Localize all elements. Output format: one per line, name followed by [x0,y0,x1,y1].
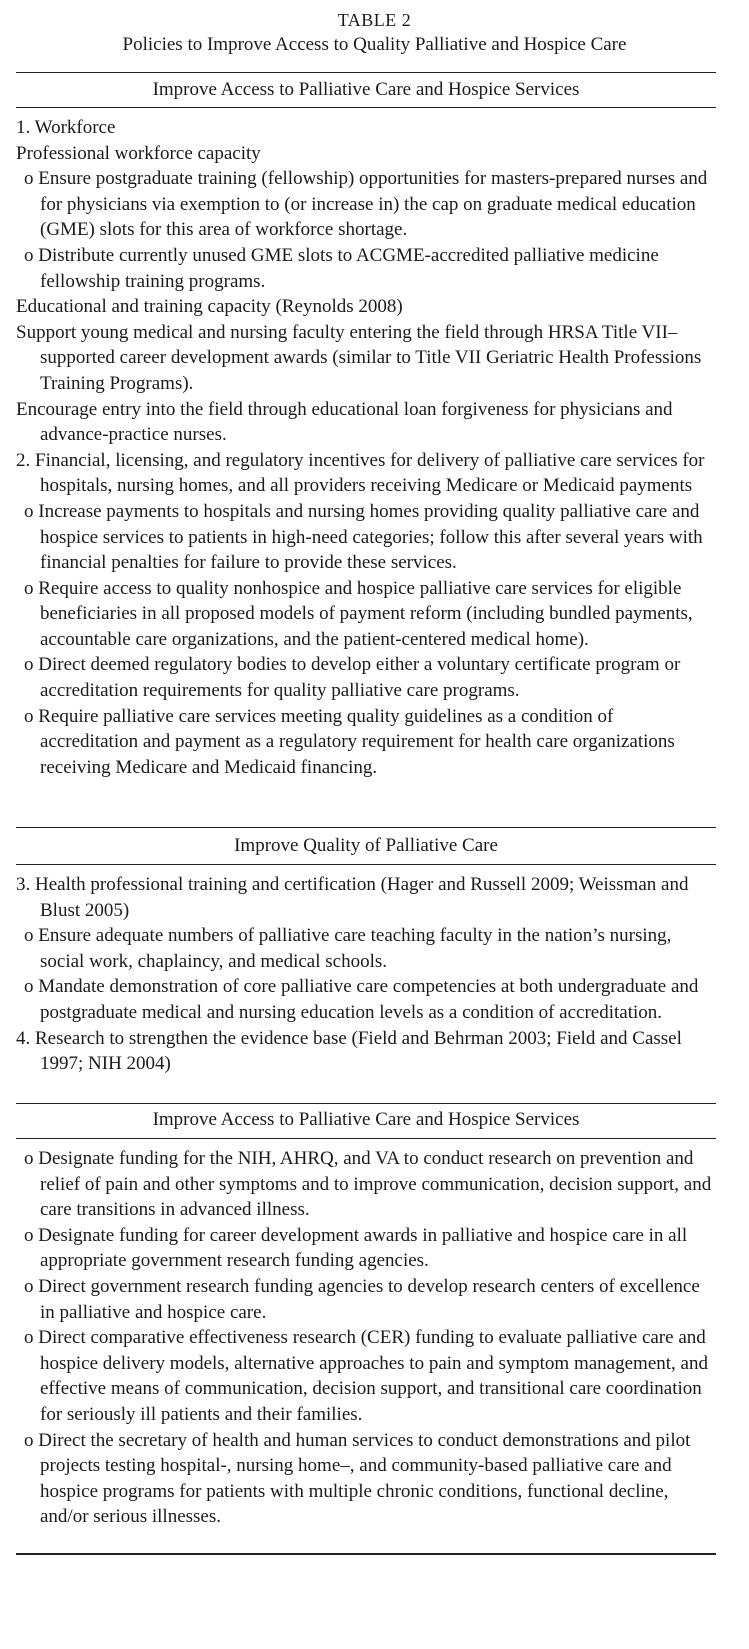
list-item: o Increase payments to hospitals and nursing homes providing quality palliative care and hospice services to patients in high-need categories; follow this after several years with financial penalties for failure to provide these services. [24,500,703,574]
list-item: Professional workforce capacity [16,142,261,164]
list-item: o Ensure adequate numbers of palliative care teaching faculty in the nation’s nursing, social work, chaplaincy, and medical schools. [24,925,672,972]
section-3-top-rule [16,1103,716,1104]
section-1-body [16,115,716,780]
section-1-heading: Improve Access to Palliative Care and Hospice Services [152,79,580,100]
list-item: Support young medical and nursing faculty entering the field through HRSA Title VII–supported career development awards (similar to Title VII Geriatric Health Professions Training Programs). [16,321,702,394]
table-title: Policies to Improve Access to Quality Palliative and Hospice Care [122,34,627,55]
list-item: o Direct comparative effectiveness research (CER) funding to evaluate palliative care and hospice delivery models, alternative approaches to pain and symptom management, and effective means of communication, decision support, and transitional care coordination for seriously ill patients and their families. [24,1327,708,1425]
list-item: o Ensure postgraduate training (fellowship) opportunities for masters-prepared nurses and for physicians via exemption to (or increase in) the cap on graduate medical education (GME) slots for this area of workforce shortage. [24,168,708,241]
section-2-heading: Improve Quality of Palliative Care [234,835,498,856]
list-item: 1. Workforce [16,117,116,138]
list-item: o Designate funding for career development awards in palliative and hospice care in all appropriate government research funding agencies. [24,1224,688,1272]
list-item: Encourage entry into the field through educational loan forgiveness for physicians and advance-practice nurses. [16,398,673,446]
section-2-body [16,872,716,1077]
list-item: 4. Research to strengthen the evidence base (Field and Behrman 2003; Field and Cassel 1997; NIH 2004) [16,1027,682,1075]
section-1-top-rule [16,72,716,73]
section-3-body [16,1146,716,1530]
section-1-heading-rule [16,107,716,108]
list-item: o Direct deemed regulatory bodies to develop either a voluntary certificate program or accreditation requirements for quality palliative care programs. [24,654,681,702]
table-label: TABLE 2 [337,10,412,30]
list-item: 3. Health professional training and certification (Hager and Russell 2009; Weissman and Blust 2005) [16,874,689,921]
list-item: o Direct the secretary of health and human services to conduct demonstrations and pilot projects testing hospital-, nursing home–, and community-based palliative care and hospice programs for patients with multiple chronic conditions, functional decline, and/or serious illnesses. [24,1429,691,1528]
list-item: o Direct government research funding agencies to develop research centers of excellence in palliative and hospice care. [24,1275,700,1323]
list-item: o Require palliative care services meeting quality guidelines as a condition of accreditation and payment as a regulatory requirement for health care organizations receiving Medicare and Medicaid financing. [24,705,675,778]
list-item: o Mandate demonstration of core palliative care competencies at both undergraduate and postgraduate medical and nursing education levels as a condition of accreditation. [24,976,699,1023]
section-3-heading: Improve Access to Palliative Care and Hospice Services [152,1109,580,1130]
list-item: o Require access to quality nonhospice and hospice palliative care services for eligible beneficiaries in all proposed models of payment reform (including bundled payments, accountable care organizations, and the patient-centered medical home). [24,577,693,650]
list-item: o Designate funding for the NIH, AHRQ, and VA to conduct research on prevention and relief of pain and other symptoms and to improve communication, decision support, and care transitions in advanced illness. [24,1148,712,1221]
list-item: o Distribute currently unused GME slots to ACGME-accredited palliative medicine fellowship training programs. [24,244,659,292]
section-2-heading-rule [16,864,716,865]
list-item: Educational and training capacity (Reynolds 2008) [16,296,403,318]
list-item: 2. Financial, licensing, and regulatory incentives for delivery of palliative care services for hospitals, nursing homes, and all providers receiving Medicare or Medicaid payments [16,449,705,497]
table-bottom-rule [16,1553,716,1555]
section-3-heading-rule [16,1138,716,1139]
section-2-top-rule [16,827,716,828]
